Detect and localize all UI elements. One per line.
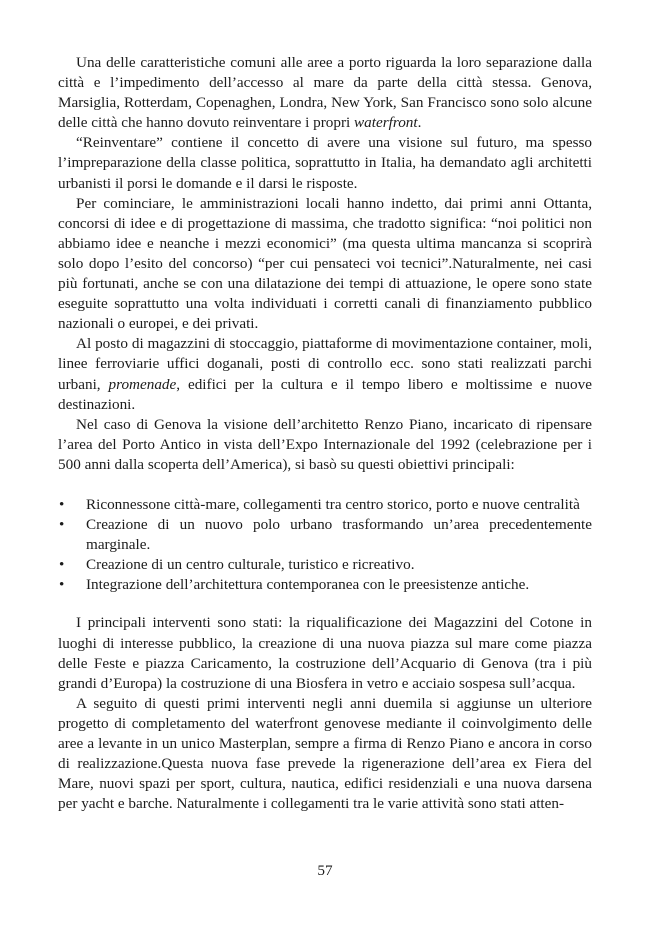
bullet-item <box>58 575 592 595</box>
body-paragraph <box>58 53 592 133</box>
italic-text: waterfront <box>354 114 418 132</box>
text-segment: Al posto di magazzini di stoccaggio, piattaforme di movimentazione container, moli, linee ferroviarie uffici doganali, posti di controllo ecc. sono stati realizzati parchi urbani, <box>58 335 592 393</box>
paragraphs-before <box>58 53 592 475</box>
bullet-text: Creazione di un centro culturale, turistico e ricreativo. <box>86 556 415 574</box>
text-segment: I principali interventi sono stati: la riqualificazione dei Magazzini del Cotone in luoghi di interesse pubblico, la creazione di una nuova piazza sul mare come piazza delle Feste e piazza Caricamento, la costruzione dell’Acquario di Genova (tra i più grandi d’Europa) la costruzione di una Biosfera in vetro e acciaio sospesa sull’acqua. <box>58 614 592 692</box>
text-segment: Una delle caratteristiche comuni alle aree a porto riguarda la loro separazione dalla città e l’impedimento dell’accesso al mare da parte della città stessa. Genova, Marsiglia, Rotterdam, Copenaghen, Londra, New York, San Francisco sono solo alcune delle città che hanno dovuto reinventare i propri <box>58 54 592 132</box>
text-segment: Per cominciare, le amministrazioni locali hanno indetto, dai primi anni Ottanta, concorsi di idee e di progettazione di massima, che tradotto significa: “noi politici non abbiamo idee e neanche i mezzi economici” (ma questa ultima mancanza si scoprirà solo dopo l’esito del concorso) “per cui pensateci voi tecnici”.Naturalmente, nei casi più fortunati, anche se con una dilatazione dei tempi di attuazione, le opere sono state eseguite soprattutto una volta individuati i corretti canali di finanziamento pubblico nazionali o europei, e dei privati. <box>58 194 592 333</box>
paragraphs-after <box>58 613 592 814</box>
body-paragraph <box>58 415 592 475</box>
text-segment: , edifici per la cultura e il tempo libero e moltissime e nuove destinazioni. <box>58 375 592 413</box>
italic-text: promenade <box>108 375 177 393</box>
bullet-icon: • <box>59 556 65 574</box>
bullet-icon: • <box>59 516 65 534</box>
body-paragraph <box>58 133 592 193</box>
bullet-item <box>58 515 592 555</box>
bullet-text: Creazione di un nuovo polo urbano trasformando un’area precedentemente marginale. <box>86 516 592 554</box>
bullet-text: Integrazione dell’architettura contemporanea con le preesistenze antiche. <box>86 576 530 594</box>
text-segment: “Reinventare” contiene il concetto di avere una visione sul futuro, ma spesso l’impreparazione della classe politica, soprattutto in Italia, ha demandato agli architetti urbanisti il porsi le domande e il darsi le risposte. <box>58 134 592 192</box>
bullet-text: Riconnessone città-mare, collegamenti tra centro storico, porto e nuove centralità <box>86 495 580 513</box>
body-paragraph <box>58 334 592 414</box>
body-paragraph <box>58 194 592 335</box>
text-segment: A seguito di questi primi interventi negli anni duemila si aggiunse un ulteriore progetto di completamento del waterfront genovese mediante il coinvolgimento delle aree a levante in un unico Masterplan, sempre a firma di Renzo Piano e ancora in corso di realizzazione.Questa nuova fase prevede la rigenerazione dell’area ex Fiera del Mare, nuovi spazi per sport, cultura, nautica, edifici residenziali e una nuova darsena per yacht e barche. Naturalmente i collegamenti tra le varie attività sono stati atten- <box>58 694 592 813</box>
bullet-item <box>58 495 592 515</box>
bullet-icon: • <box>59 576 65 594</box>
body-paragraph <box>58 613 592 693</box>
page-body <box>58 53 592 814</box>
objectives-bullet-list <box>58 495 592 595</box>
text-segment: . <box>417 114 422 132</box>
page-number: 57 <box>317 862 333 879</box>
body-paragraph <box>58 694 592 815</box>
bullet-icon: • <box>59 495 65 513</box>
text-segment: Nel caso di Genova la visione dell’architetto Renzo Piano, incaricato di ripensare l’area del Porto Antico in vista dell’Expo Internazionale del 1992 (celebrazione per i 500 anni dalla scoperta dell’America), si basò su questi obiettivi principali: <box>58 415 592 473</box>
bullet-item <box>58 555 592 575</box>
